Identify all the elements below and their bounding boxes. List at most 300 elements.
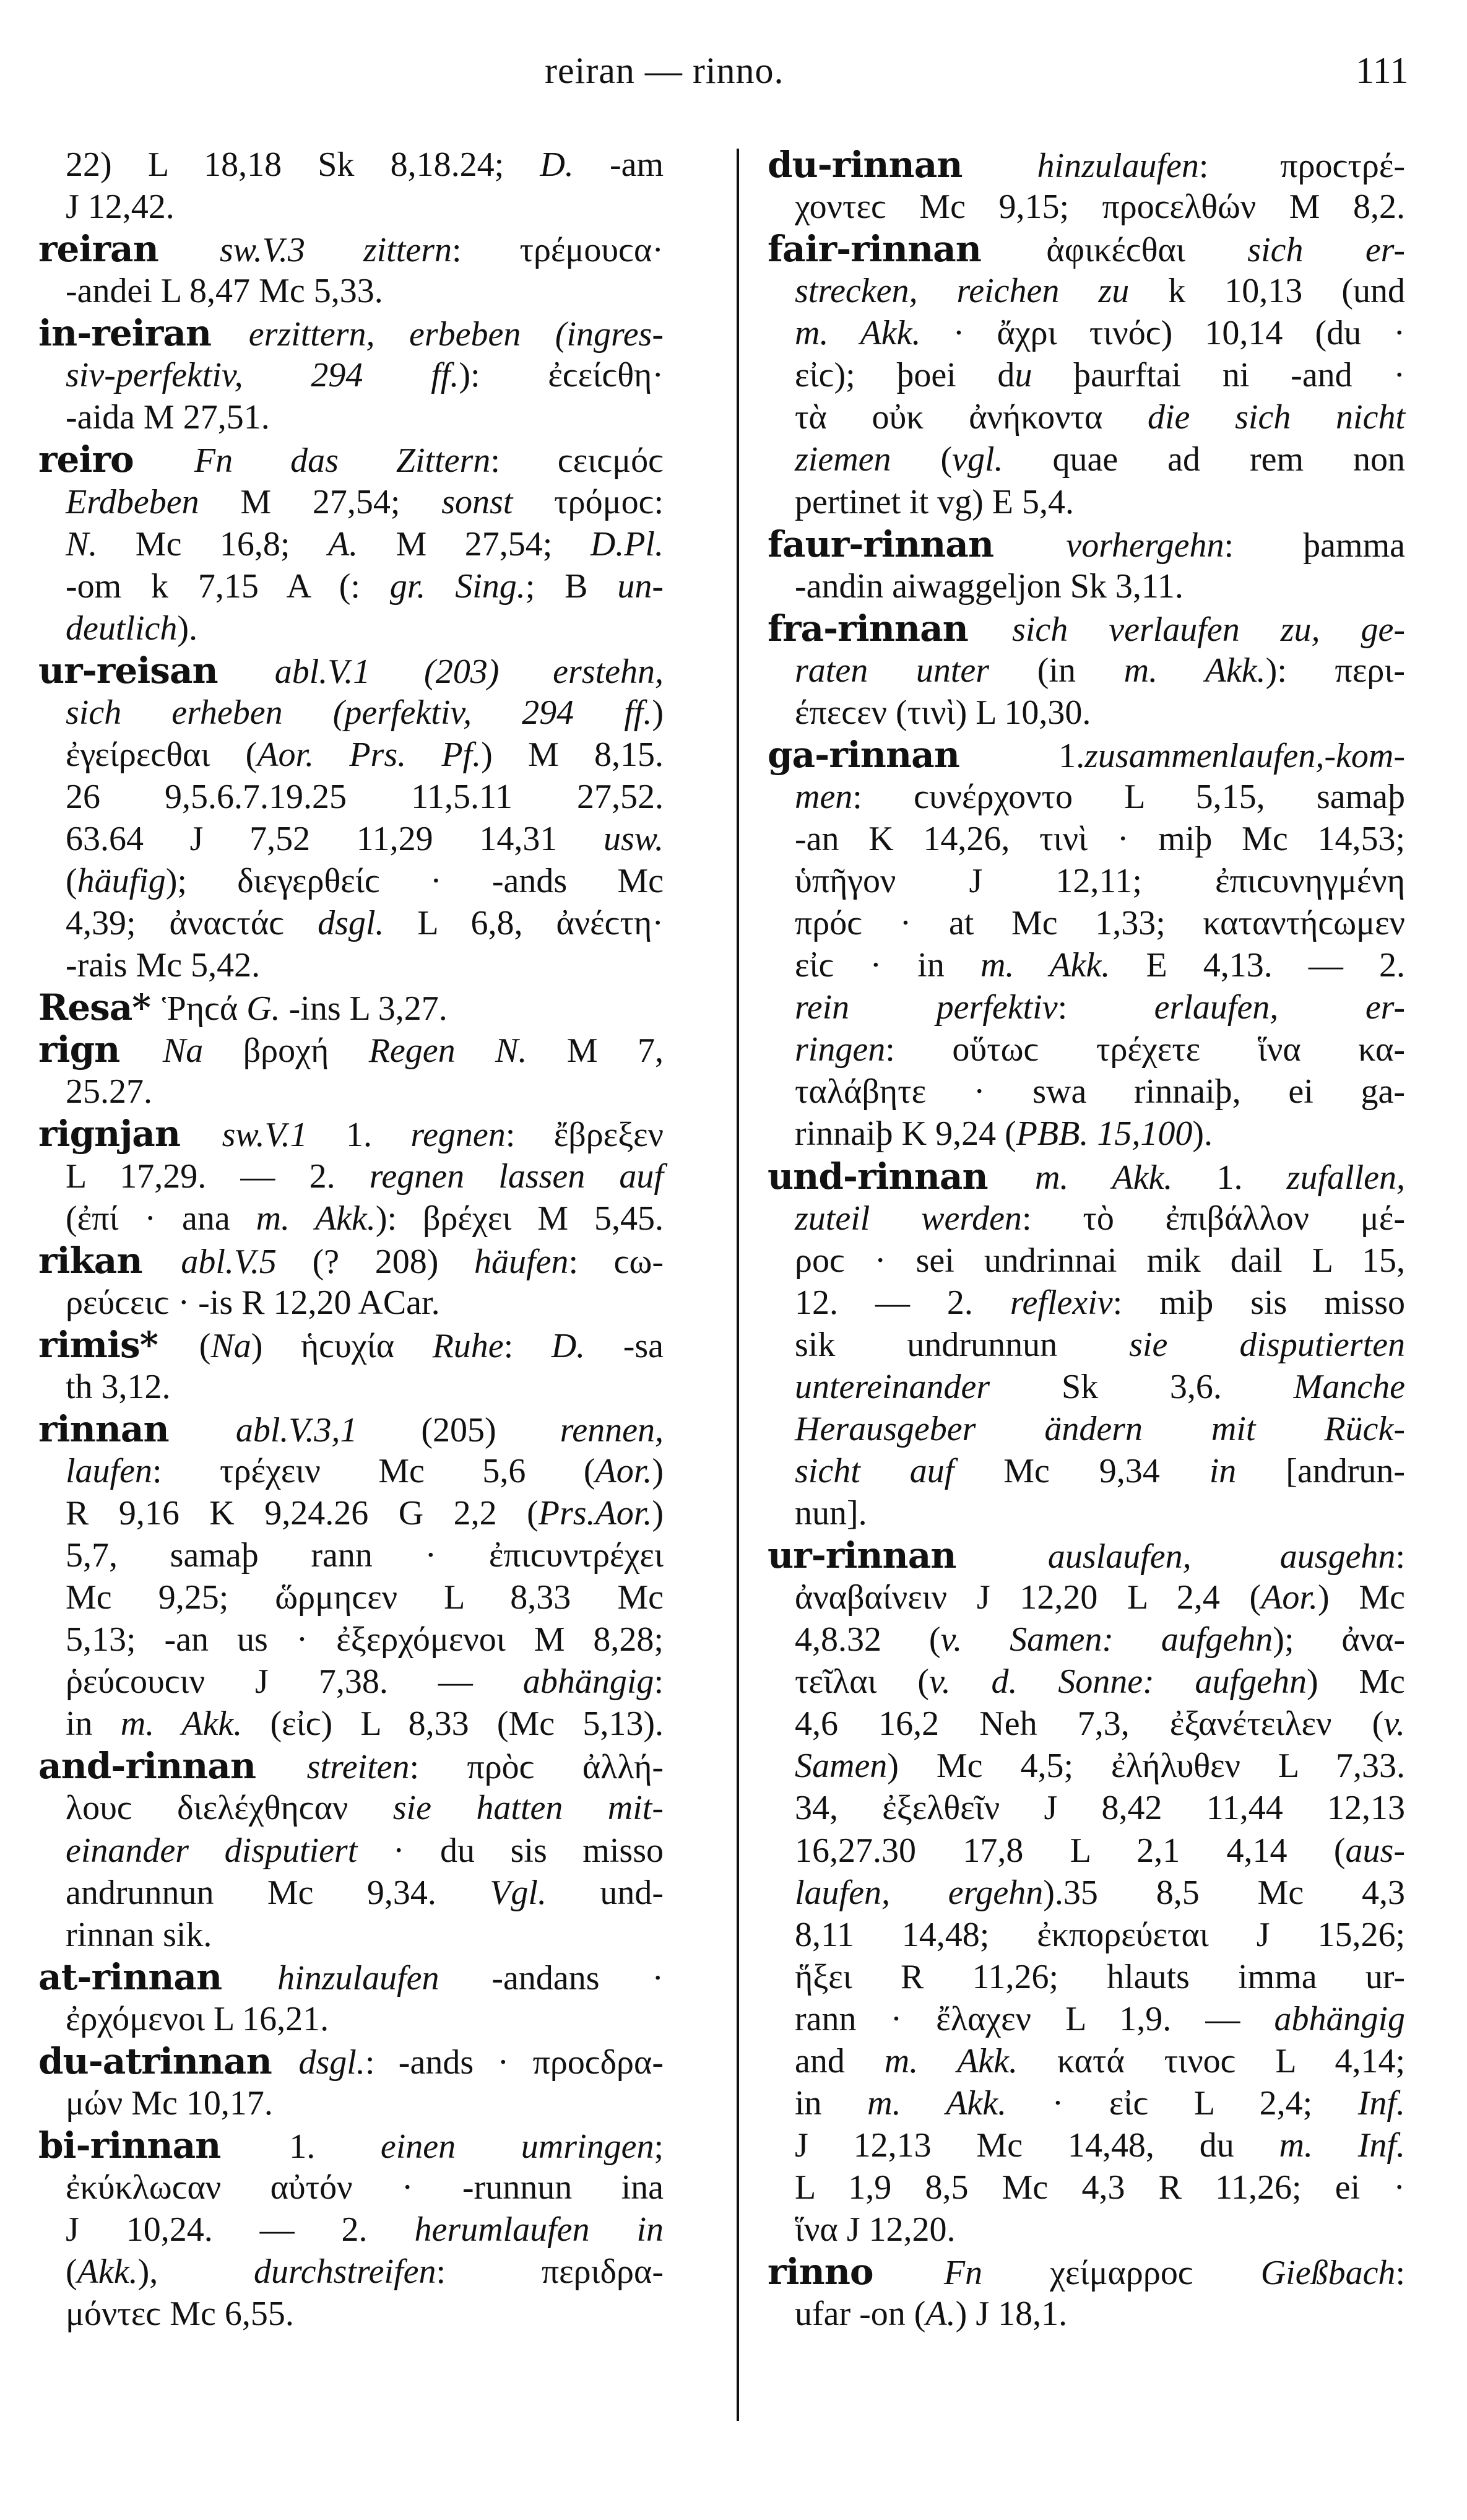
entry-continuation-line bbox=[38, 1872, 664, 1914]
entry-text: nun]. bbox=[795, 1494, 867, 1532]
entry-text: ἐγείρεϲθαι ( bbox=[66, 735, 257, 774]
entry-text: ( bbox=[66, 2253, 77, 2292]
entry-continuation-line bbox=[38, 1197, 664, 1240]
entry-headword-line bbox=[768, 523, 1405, 565]
entry-continuation-line bbox=[38, 144, 664, 186]
entry-continuation-line bbox=[38, 1998, 664, 2040]
gloss-italic: sie hatten mit- bbox=[392, 1789, 664, 1828]
entry-text: 8,11 14,48; ἐκπορεύεται J 15,26; bbox=[795, 1915, 1405, 1954]
entry-continuation-line bbox=[38, 818, 664, 860]
entry-text: : τρέχειν Mc 5,6 ( bbox=[152, 1451, 595, 1490]
headword: rinno bbox=[768, 2251, 944, 2293]
gloss-italic: m. Akk. bbox=[884, 2041, 1018, 2080]
gloss-italic: m. Inf. bbox=[1279, 2126, 1405, 2165]
entry-continuation-line bbox=[768, 1576, 1405, 1618]
entry-text: ῥεύϲουϲιν J 7,38. — bbox=[66, 1662, 523, 1701]
entry-text: ἐκύκλωϲαν αὐτόν · -runnun ina bbox=[66, 2168, 664, 2207]
entry-headword-line bbox=[38, 986, 664, 1028]
entry-text: J 10,24. — 2. bbox=[66, 2210, 415, 2249]
gloss-italic: A. bbox=[327, 524, 358, 563]
gloss-italic: u bbox=[1015, 356, 1032, 395]
entry-continuation-line bbox=[38, 1703, 664, 1745]
gloss-italic: m. Akk. bbox=[795, 314, 921, 353]
column-divider bbox=[737, 149, 739, 2421]
entry-continuation-line bbox=[768, 1618, 1405, 1661]
gloss-italic: D. bbox=[540, 146, 574, 184]
entry-continuation-line bbox=[768, 270, 1405, 312]
entry-text: Ῥηϲά bbox=[162, 989, 247, 1028]
entry-headword-line bbox=[768, 734, 1405, 776]
entry-text: ( bbox=[891, 440, 953, 479]
headword: bi-rinnan bbox=[38, 2124, 290, 2166]
entry-continuation-line bbox=[38, 1618, 664, 1661]
gloss-italic: durchstreifen bbox=[254, 2253, 436, 2292]
entry-headword-line bbox=[38, 1408, 664, 1450]
gloss-italic: Manche bbox=[1293, 1367, 1405, 1406]
entry-text: M 7, bbox=[527, 1032, 664, 1071]
entry-continuation-line bbox=[768, 1197, 1405, 1240]
entry-continuation-line bbox=[768, 1366, 1405, 1408]
gloss-italic: streiten bbox=[306, 1748, 410, 1787]
entry-continuation-line bbox=[768, 1071, 1405, 1113]
entry-text: 25.27. bbox=[66, 1072, 152, 1111]
entry-text: λουϲ διελέχθηϲαν bbox=[66, 1789, 393, 1828]
headword: du-atrinnan bbox=[38, 2040, 299, 2082]
entry-continuation-line bbox=[768, 818, 1405, 860]
gloss-italic: D. bbox=[551, 1326, 586, 1365]
gloss-italic: rennen, bbox=[560, 1410, 664, 1449]
entry-continuation-line bbox=[768, 1914, 1405, 1956]
gloss-italic: m. Akk. bbox=[867, 2083, 1007, 2122]
entry-continuation-line bbox=[768, 1282, 1405, 1324]
entry-headword-line bbox=[38, 650, 664, 692]
entry-text: M 27,54; bbox=[199, 482, 442, 521]
entry-continuation-line bbox=[38, 523, 664, 565]
entry-text: -aida M 27,51. bbox=[66, 398, 270, 437]
entry-text: quae ad rem non bbox=[1003, 440, 1405, 479]
entry-continuation-line bbox=[38, 902, 664, 944]
gloss-italic: v. Samen: aufgehn bbox=[940, 1620, 1273, 1659]
entry-continuation-line bbox=[38, 2293, 664, 2335]
gloss-italic: vorhergehn bbox=[1066, 526, 1224, 565]
entry-text: þaurftai ni -and · bbox=[1032, 356, 1406, 395]
entry-text: 12. — 2. bbox=[795, 1283, 1010, 1322]
entry-headword-line bbox=[38, 1324, 664, 1366]
entry-text: ; bbox=[654, 2127, 664, 2166]
entry-text: μών Mc 10,17. bbox=[66, 2083, 273, 2122]
gloss-italic: einen umringen bbox=[380, 2127, 654, 2166]
entry-text: ) ἡϲυχία bbox=[251, 1326, 433, 1365]
entry-text: (in bbox=[989, 651, 1124, 690]
entry-headword-line bbox=[38, 312, 664, 354]
entry-continuation-line bbox=[768, 1998, 1405, 2040]
entry-text: ). bbox=[177, 609, 198, 648]
gloss-italic: strecken, reichen zu bbox=[795, 272, 1130, 311]
entry-text: ( bbox=[66, 862, 77, 901]
entry-continuation-line bbox=[768, 1240, 1405, 1282]
entry-headword-line bbox=[38, 438, 664, 480]
gloss-italic: m. Akk. bbox=[980, 946, 1110, 985]
gloss-italic: Fn das Zittern bbox=[194, 441, 491, 480]
entry-text: ).35 8,5 Mc 4,3 bbox=[1043, 1873, 1406, 1912]
entry-text: 1. bbox=[1172, 1158, 1287, 1197]
gloss-italic: sw.V.3 zittern bbox=[219, 231, 452, 270]
entry-text: -andei L 8,47 Mc 5,33. bbox=[66, 272, 383, 311]
entry-text: : ϲυνέρχοντο L 5,15, samaþ bbox=[852, 777, 1405, 816]
entry-text: κατά τινοϲ L 4,14; bbox=[1018, 2041, 1405, 2080]
entry-continuation-line bbox=[768, 1830, 1405, 1872]
entry-text: εἰϲ · in bbox=[795, 946, 980, 985]
entry-text: J 12,42. bbox=[66, 188, 175, 227]
gloss-italic: in bbox=[1209, 1451, 1237, 1490]
entry-continuation-line bbox=[768, 1661, 1405, 1703]
entry-text: ), bbox=[137, 2253, 254, 2292]
entry-continuation-line bbox=[38, 1830, 664, 1872]
gloss-italic: usw. bbox=[604, 820, 664, 858]
gloss-italic: abl.V.1 (203) erstehn, bbox=[274, 652, 664, 691]
entry-text: J 12,13 Mc 14,48, du bbox=[795, 2126, 1279, 2165]
entry-text: (205) bbox=[357, 1410, 560, 1449]
entry-continuation-line bbox=[768, 1324, 1405, 1366]
entry-text: 34, ἐξελθεῖν J 8,42 11,44 12,13 bbox=[795, 1789, 1405, 1828]
gloss-italic: siv-perfektiv, 294 ff. bbox=[66, 356, 459, 395]
headword: in-reiran bbox=[38, 312, 249, 355]
entry-text: : miþ sis misso bbox=[1112, 1283, 1405, 1322]
entry-continuation-line bbox=[768, 1450, 1405, 1492]
entry-text: ) bbox=[652, 1451, 664, 1490]
entry-text: Mc 9,34 bbox=[954, 1451, 1210, 1490]
gloss-italic: Akk. bbox=[77, 2253, 138, 2292]
entry-text: L 17,29. — 2. bbox=[66, 1157, 370, 1196]
entry-text: 1. bbox=[289, 2127, 381, 2166]
entry-continuation-line bbox=[768, 438, 1405, 480]
gloss-italic: ringen bbox=[795, 1030, 886, 1069]
gloss-italic: ziemen bbox=[795, 440, 891, 479]
entry-continuation-line bbox=[38, 607, 664, 650]
entry-text: ) Mc bbox=[1318, 1578, 1405, 1617]
gloss-italic: abhängig bbox=[522, 1662, 654, 1701]
entry-text: rinnaiþ K 9,24 ( bbox=[795, 1114, 1016, 1154]
entry-continuation-line bbox=[768, 692, 1405, 734]
entry-continuation-line bbox=[768, 2209, 1405, 2251]
entry-text: έπεϲεν (τινὶ) L 10,30. bbox=[795, 693, 1091, 732]
entry-text: : πρὸϲ ἀλλή- bbox=[409, 1748, 664, 1787]
entry-text: 5,13; -an us · ἐξερχόμενοι M 8,28; bbox=[66, 1620, 664, 1659]
entry-text: L 6,8, ἀνέϲτη· bbox=[384, 904, 664, 943]
entry-text: -sa bbox=[585, 1326, 664, 1365]
entry-text: ) bbox=[652, 1494, 664, 1532]
entry-text: 22) L 18,18 Sk 8,18.24; bbox=[66, 146, 540, 184]
entry-headword-line bbox=[38, 1113, 664, 1155]
gloss-italic: Prs.Aor. bbox=[538, 1494, 652, 1532]
gloss-italic: A. bbox=[925, 2295, 956, 2334]
entry-text: : ἔβρεξεν bbox=[505, 1116, 664, 1155]
gloss-italic: sich erheben (perfektiv, 294 ff. bbox=[66, 693, 652, 732]
headword: reiro bbox=[38, 438, 194, 481]
entry-text: : -ands · προϲδρα- bbox=[365, 2043, 664, 2082]
gloss-italic: Na bbox=[162, 1032, 204, 1071]
headword: rikan bbox=[38, 1239, 181, 1282]
gloss-italic: G. bbox=[246, 989, 280, 1028]
entry-headword-line bbox=[38, 1028, 664, 1071]
entry-text: : bbox=[503, 1326, 552, 1365]
entry-continuation-line bbox=[38, 1787, 664, 1829]
entry-text: ufar -on ( bbox=[795, 2295, 926, 2334]
running-head: reiran — rinno. bbox=[545, 50, 784, 91]
gloss-italic: vgl. bbox=[952, 440, 1003, 479]
entry-text: 4,39; ἀναϲτάϲ bbox=[66, 904, 318, 943]
gloss-italic: un- bbox=[617, 567, 664, 606]
gloss-italic: reflexiv bbox=[1010, 1283, 1113, 1322]
entry-continuation-line bbox=[38, 944, 664, 986]
gloss-italic: v. d. Sonne: aufgehn bbox=[929, 1662, 1307, 1701]
gloss-italic: herumlaufen in bbox=[414, 2210, 664, 2249]
gloss-italic: Vgl. bbox=[490, 1873, 547, 1912]
entry-headword-line bbox=[768, 1155, 1405, 1197]
entry-continuation-line bbox=[38, 734, 664, 776]
entry-text: th 3,12. bbox=[66, 1367, 171, 1406]
entry-continuation-line bbox=[38, 565, 664, 607]
gloss-italic: m. Akk. bbox=[120, 1705, 243, 1744]
gloss-italic: dsgl. bbox=[318, 904, 384, 943]
gloss-italic: v. bbox=[1383, 1705, 1405, 1744]
gloss-italic: Herausgeber ändern mit Rück- bbox=[795, 1409, 1405, 1448]
entry-text: ροϲ · sei undrinnai mik dail L 15, bbox=[795, 1241, 1405, 1280]
headword: rinnan bbox=[38, 1407, 236, 1450]
page-header bbox=[0, 38, 1467, 106]
gloss-italic: Samen bbox=[795, 1747, 888, 1786]
gloss-italic: auslaufen, ausgehn bbox=[1047, 1537, 1396, 1576]
gloss-italic: men bbox=[795, 777, 853, 816]
entry-continuation-line bbox=[38, 2082, 664, 2124]
entry-continuation-line bbox=[768, 312, 1405, 354]
entry-headword-line bbox=[768, 228, 1405, 270]
entry-continuation-line bbox=[768, 1113, 1405, 1155]
entry-continuation-line bbox=[38, 1576, 664, 1618]
entry-text: βροχή bbox=[203, 1032, 369, 1071]
entry-text: rann · ἔλαχεν L 1,9. — bbox=[795, 1999, 1274, 2038]
entry-continuation-line bbox=[768, 1408, 1405, 1450]
gloss-italic: regnen lassen auf bbox=[369, 1157, 664, 1196]
gloss-italic: einander disputiert bbox=[66, 1831, 358, 1870]
gloss-italic: rein perfektiv bbox=[795, 988, 1058, 1027]
gloss-italic: hinzulaufen bbox=[277, 1958, 439, 1997]
gloss-italic: zusammenlaufen,-kom- bbox=[1084, 736, 1405, 775]
entry-text: ἵνα J 12,20. bbox=[795, 2210, 956, 2249]
gloss-italic: Na bbox=[210, 1326, 251, 1365]
headword: Resa* bbox=[38, 986, 162, 1029]
entry-text: ): βρέχει M 5,45. bbox=[375, 1199, 664, 1238]
entry-text: χείμαρροϲ bbox=[982, 2254, 1261, 2293]
entry-text: -andin aiwaggeljon Sk 3,11. bbox=[795, 567, 1184, 606]
entry-text: : ϲειϲμόϲ bbox=[490, 441, 664, 480]
entry-text: in bbox=[795, 2083, 868, 2122]
entry-text: k 10,13 (und bbox=[1129, 272, 1405, 311]
gloss-italic: aus- bbox=[1345, 1831, 1405, 1870]
gloss-italic: regnen bbox=[410, 1116, 506, 1155]
entry-text: ὑπῆγον J 12,11; ἐπιϲυνηγμένη bbox=[795, 862, 1405, 901]
gloss-italic: m. Akk. bbox=[256, 1199, 376, 1238]
entry-text: : bbox=[1057, 988, 1154, 1027]
entry-headword-line bbox=[38, 228, 664, 270]
right-column bbox=[768, 144, 1405, 2335]
entry-continuation-line bbox=[38, 1450, 664, 1492]
gloss-italic: D.Pl. bbox=[590, 524, 664, 563]
gloss-italic: sw.V.1 bbox=[222, 1116, 308, 1155]
entry-text: ) M 8,15. bbox=[481, 735, 664, 774]
entry-continuation-line bbox=[38, 396, 664, 438]
entry-headword-line bbox=[768, 144, 1405, 186]
gloss-italic: sich er- bbox=[1247, 231, 1405, 270]
entry-continuation-line bbox=[38, 2209, 664, 2251]
entry-text: ): περι- bbox=[1265, 651, 1405, 690]
entry-text: εἰϲ); þoei d bbox=[795, 356, 1015, 395]
entry-text: -rais Mc 5,42. bbox=[66, 946, 261, 985]
entry-continuation-line bbox=[768, 986, 1405, 1028]
entry-continuation-line bbox=[768, 1703, 1405, 1745]
entry-text: M 27,54; bbox=[358, 524, 591, 563]
entry-continuation-line bbox=[38, 2251, 664, 2293]
entry-continuation-line bbox=[768, 2082, 1405, 2124]
entry-text: ; B bbox=[525, 567, 618, 606]
entry-text: ἀφικέϲθαι bbox=[1046, 231, 1248, 270]
entry-headword-line bbox=[38, 2124, 664, 2166]
gloss-italic: Regen N. bbox=[368, 1032, 527, 1071]
entry-text: (ἐπί · ana bbox=[66, 1199, 256, 1238]
headword: rimis* bbox=[38, 1323, 199, 1366]
entry-continuation-line bbox=[768, 650, 1405, 692]
gloss-italic: Aor. Prs. Pf. bbox=[257, 735, 482, 774]
entry-text: χοντεϲ Mc 9,15; προϲελθών M 8,2. bbox=[795, 188, 1405, 227]
entry-text: : bbox=[654, 1662, 664, 1701]
entry-text: -ins L 3,27. bbox=[280, 989, 448, 1028]
entry-continuation-line bbox=[768, 396, 1405, 438]
entry-text: ) Mc 4,5; ἐλήλυθεν L 7,33. bbox=[887, 1747, 1405, 1786]
entry-text: Sk 3,6. bbox=[990, 1367, 1294, 1406]
headword: fra-rinnan bbox=[768, 607, 1013, 650]
entry-text: 26 9,5.6.7.19.25 11,5.11 27,52. bbox=[66, 777, 664, 816]
entry-text: 63.64 J 7,52 11,29 14,31 bbox=[66, 820, 604, 858]
entry-text: ἐρχόμενοι L 16,21. bbox=[66, 1999, 329, 2038]
entry-continuation-line bbox=[38, 1071, 664, 1113]
entry-text: 4,8.32 ( bbox=[795, 1620, 941, 1659]
gloss-italic: häufig bbox=[77, 862, 166, 901]
entry-continuation-line bbox=[38, 1366, 664, 1408]
entry-text: -am bbox=[573, 146, 664, 184]
gloss-italic: N. bbox=[66, 524, 98, 563]
entry-continuation-line bbox=[38, 1282, 664, 1324]
headword: rignjan bbox=[38, 1113, 222, 1155]
entry-continuation-line bbox=[768, 481, 1405, 523]
entry-text: L 1,9 8,5 Mc 4,3 R 11,26; ei · bbox=[795, 2168, 1405, 2207]
gloss-italic: m. Akk. bbox=[1123, 651, 1266, 690]
entry-text: R 9,16 K 9,24.26 G 2,2 ( bbox=[66, 1494, 539, 1532]
entry-text: : ϲω- bbox=[568, 1242, 664, 1281]
entry-headword-line bbox=[768, 607, 1405, 650]
entry-text: μόντεϲ Mc 6,55. bbox=[66, 2295, 294, 2334]
entry-text: 5,7, samaþ rann · ἐπιϲυντρέχει bbox=[66, 1536, 664, 1575]
entry-headword-line bbox=[38, 1956, 664, 1998]
headword: du-rinnan bbox=[768, 144, 1037, 186]
entry-continuation-line bbox=[768, 2166, 1405, 2209]
entry-text: ): ἐϲείϲθη· bbox=[459, 356, 664, 395]
entry-text: : προϲτρέ- bbox=[1198, 147, 1405, 185]
gloss-italic: PBB. 15,100 bbox=[1016, 1114, 1193, 1154]
entry-text: rinnan sik. bbox=[66, 1915, 212, 1954]
gloss-italic: Fn bbox=[943, 2254, 983, 2293]
gloss-italic: m. Akk. bbox=[1034, 1158, 1173, 1197]
left-column bbox=[38, 144, 664, 2335]
gloss-italic: raten unter bbox=[795, 651, 990, 690]
entry-text: · du sis misso bbox=[357, 1831, 664, 1870]
headword: reiran bbox=[38, 228, 220, 271]
entry-continuation-line bbox=[768, 776, 1405, 818]
entry-text: E 4,13. — 2. bbox=[1110, 946, 1405, 985]
entry-text: ταλάβητε · swa rinnaiþ, ei ga- bbox=[795, 1072, 1405, 1111]
entry-text: ) Mc bbox=[1306, 1662, 1406, 1701]
gloss-italic: zufallen, bbox=[1286, 1158, 1405, 1197]
entry-text: 16,27.30 17,8 L 2,1 4,14 ( bbox=[795, 1831, 1346, 1870]
gloss-italic: sie disputierten bbox=[1129, 1325, 1405, 1364]
entry-text: ); ἀνα- bbox=[1273, 1620, 1406, 1659]
entry-text: in bbox=[66, 1705, 121, 1744]
entry-text: und- bbox=[546, 1873, 664, 1912]
gloss-italic: erlaufen, er- bbox=[1154, 988, 1406, 1027]
entry-continuation-line bbox=[768, 902, 1405, 944]
entry-continuation-line bbox=[38, 481, 664, 523]
entry-text: -andans · bbox=[439, 1958, 664, 1997]
entry-text: : bbox=[1395, 2254, 1405, 2293]
entry-text: and bbox=[795, 2041, 885, 2080]
gloss-italic: sicht auf bbox=[795, 1451, 954, 1490]
entry-continuation-line bbox=[768, 1492, 1405, 1534]
entry-text: sik undrunnun bbox=[795, 1325, 1130, 1364]
entry-text: ). bbox=[1192, 1114, 1213, 1154]
entry-text: : περιδρα- bbox=[436, 2253, 664, 2292]
entry-continuation-line bbox=[768, 1745, 1405, 1787]
entry-text: ) bbox=[652, 693, 664, 732]
headword: ur-reisan bbox=[38, 649, 275, 692]
entry-continuation-line bbox=[768, 186, 1405, 228]
gloss-italic: hinzulaufen bbox=[1037, 147, 1199, 185]
entry-headword-line bbox=[768, 1534, 1405, 1576]
gloss-italic: erzittern, erbeben (ingres- bbox=[248, 315, 664, 354]
entry-text: τεῖλαι ( bbox=[795, 1662, 930, 1701]
gloss-italic: zuteil werden bbox=[795, 1199, 1022, 1238]
entry-text: : bbox=[1395, 1537, 1405, 1576]
entry-headword-line bbox=[768, 2251, 1405, 2293]
entry-text: 1. bbox=[307, 1116, 411, 1155]
headword: ur-rinnan bbox=[768, 1534, 1048, 1577]
entry-headword-line bbox=[38, 1240, 664, 1282]
headword: fair-rinnan bbox=[768, 228, 1047, 271]
entry-text: ( bbox=[199, 1326, 211, 1365]
entry-continuation-line bbox=[768, 944, 1405, 986]
headword: rign bbox=[38, 1028, 163, 1071]
entry-continuation-line bbox=[768, 860, 1405, 902]
gloss-italic: häufen bbox=[474, 1242, 569, 1281]
headword: faur-rinnan bbox=[768, 523, 1067, 565]
gloss-italic: abl.V.3,1 bbox=[235, 1410, 358, 1449]
entry-text: (? 208) bbox=[276, 1242, 475, 1281]
headword: at-rinnan bbox=[38, 1955, 278, 1998]
entry-text: Mc 9,25; ὥρμηϲεν L 8,33 Mc bbox=[66, 1578, 664, 1617]
entry-continuation-line bbox=[38, 186, 664, 228]
gloss-italic: sonst bbox=[441, 482, 513, 521]
entry-text: τρόμοϲ: bbox=[513, 482, 664, 521]
entry-text: 4,6 16,2 Neh 7,3, ἐξανέτειλεν ( bbox=[795, 1705, 1384, 1744]
gloss-italic: Aor. bbox=[595, 1451, 652, 1490]
